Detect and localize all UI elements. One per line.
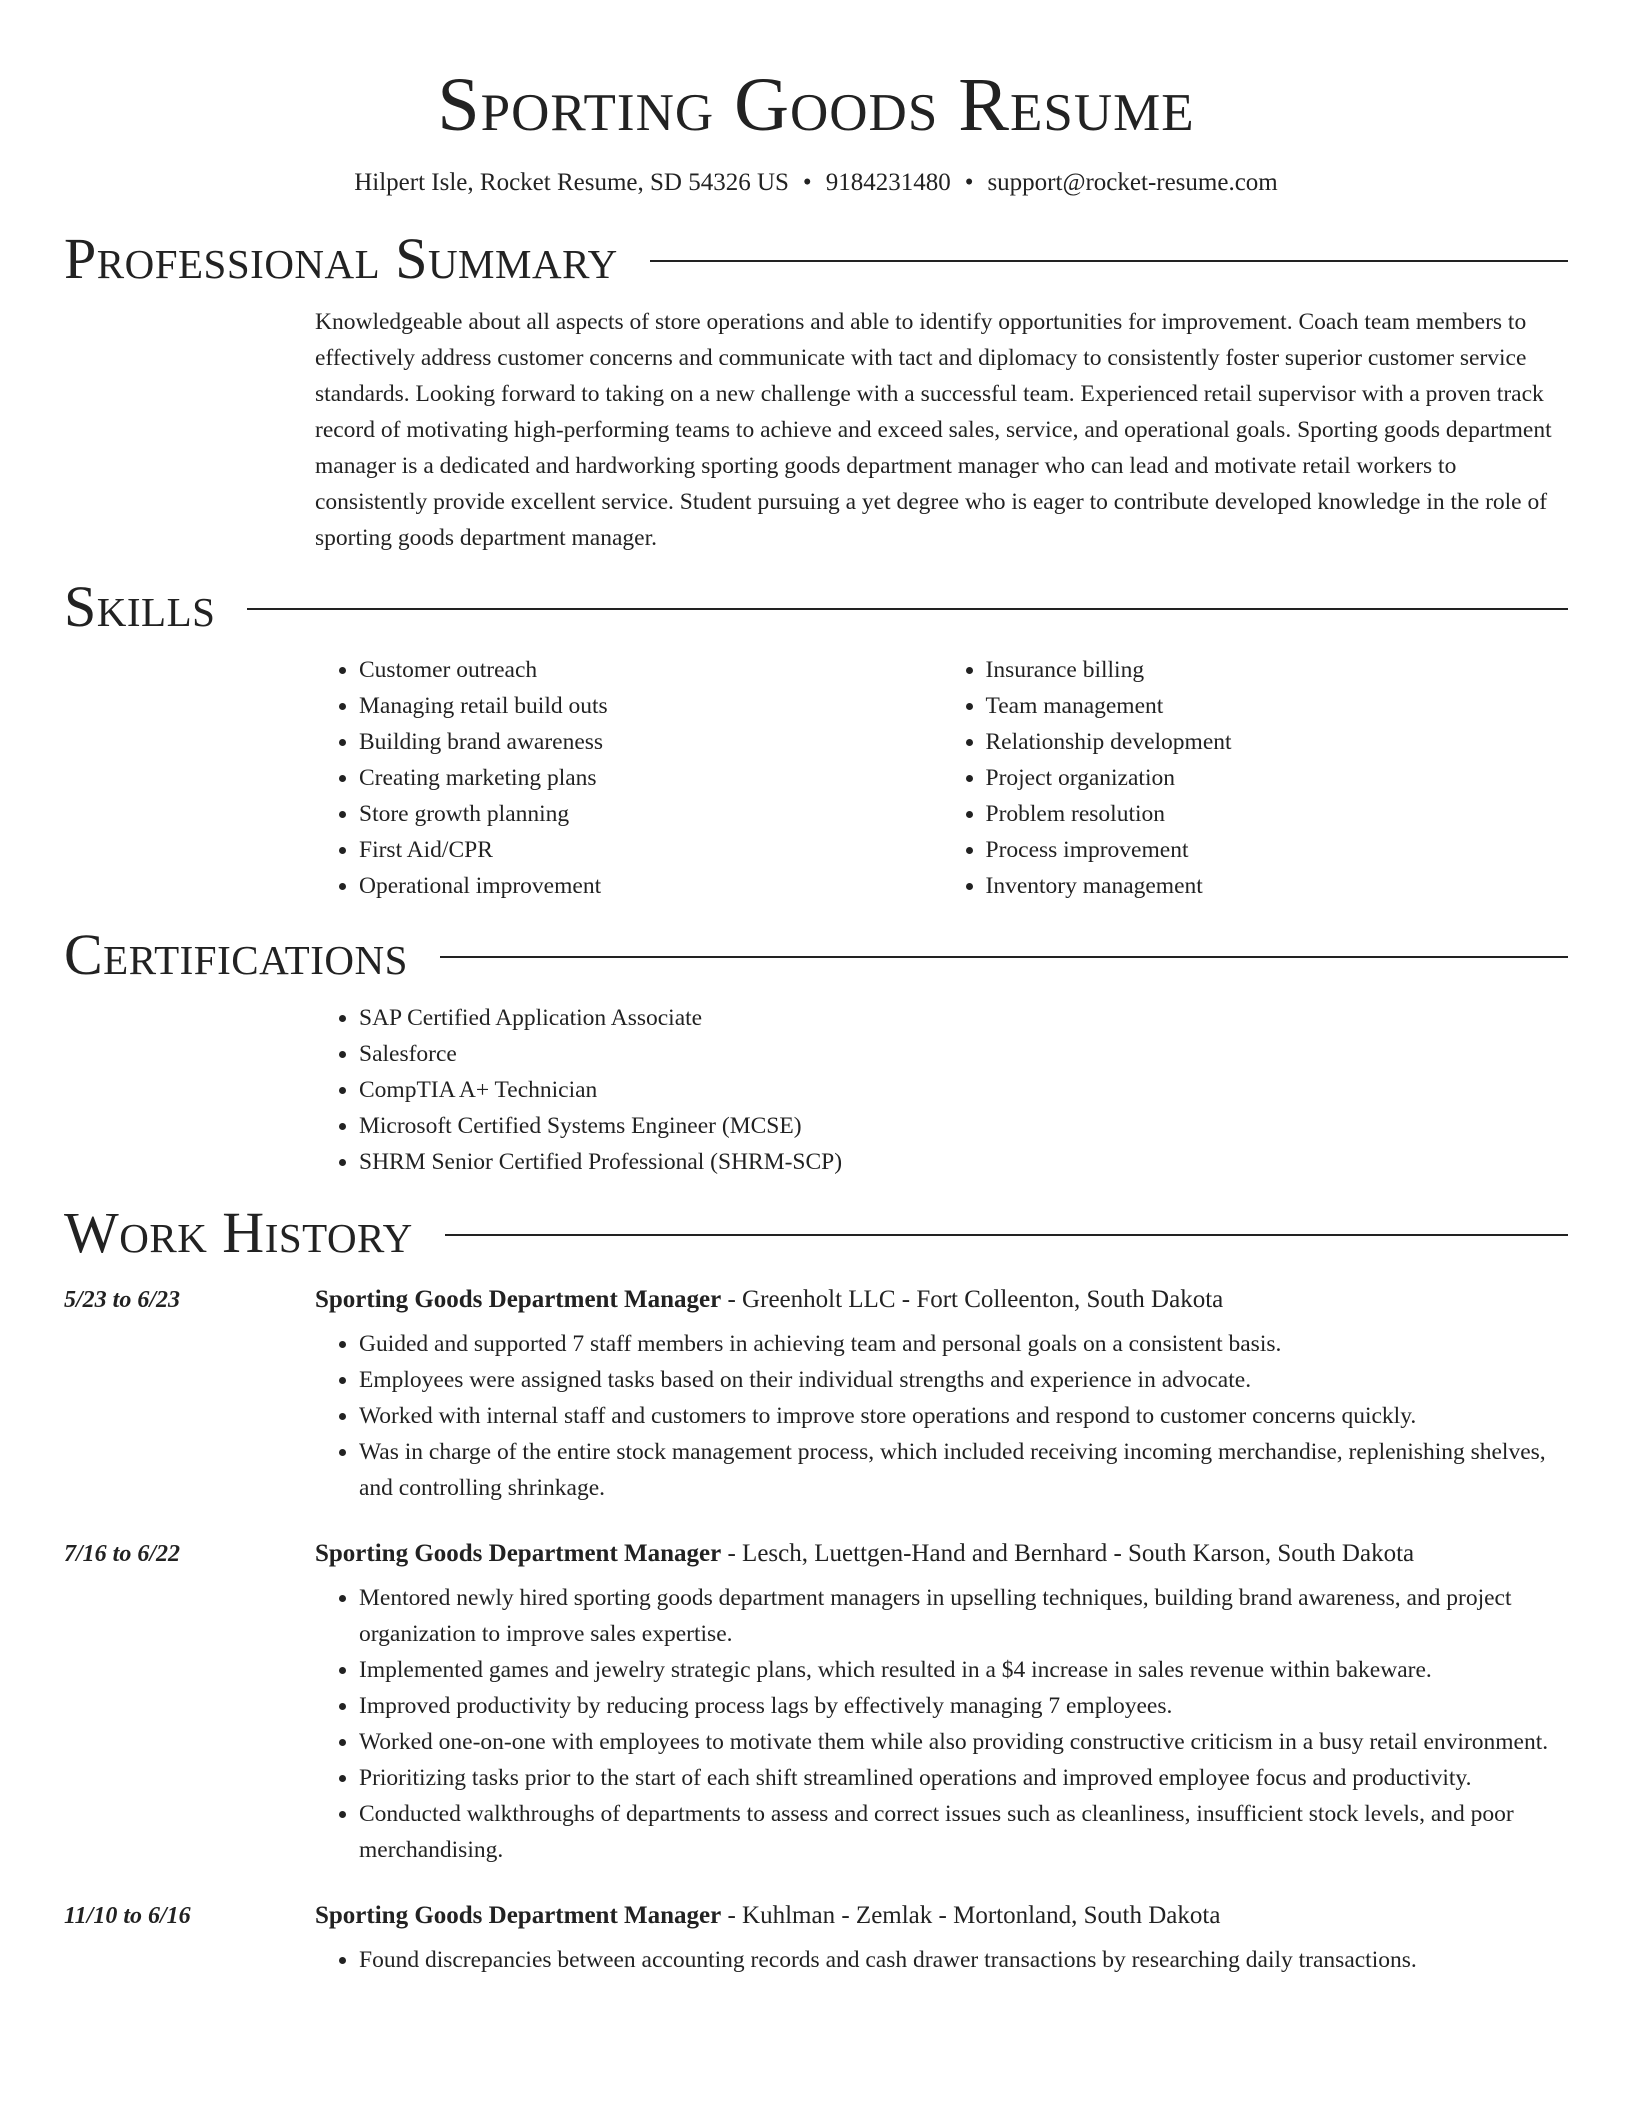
job-bullets (315, 1942, 1568, 1978)
contact-phone: 9184231480 (825, 169, 951, 196)
list-item: • Was in charge of the entire stock management process, which included receiving incoming merchandise, replenishing shelves, and controlling shrinkage. (359, 1434, 1568, 1506)
job-entry (64, 1280, 1568, 1506)
list-item: • Employees were assigned tasks based on their individual strengths and experience in advocate. (359, 1362, 1568, 1398)
contact-address: Hilpert Isle, Rocket Resume, SD 54326 US (354, 169, 789, 196)
list-item: • Relationship development (986, 724, 1569, 760)
list-item: • Store growth planning (359, 796, 942, 832)
summary-heading: Professional Summary (64, 226, 618, 291)
certifications-section-header (64, 922, 1568, 988)
list-item: • Improved productivity by reducing process lags by effectively managing 7 employees. (359, 1688, 1568, 1724)
job-title: Sporting Goods Department Manager (315, 1902, 722, 1929)
list-item: • Process improvement (986, 832, 1569, 868)
list-item: • Team management (986, 688, 1569, 724)
job-bullets (315, 1326, 1568, 1506)
job-title: Sporting Goods Department Manager (315, 1286, 722, 1313)
list-item: • Building brand awareness (359, 724, 942, 760)
contact-line (64, 166, 1568, 200)
list-item: • SAP Certified Application Associate (359, 1000, 1568, 1036)
job-heading (315, 1896, 1568, 1936)
skills-section (315, 652, 1568, 904)
list-item: • SHRM Senior Certified Professional (SHRM-SCP) (359, 1144, 1568, 1180)
list-item: • Inventory management (986, 868, 1569, 904)
job-dates: 5/23 to 6/23 (64, 1287, 181, 1313)
summary-section (315, 304, 1568, 556)
job-body (315, 1896, 1568, 1978)
certifications-heading: Certifications (64, 922, 408, 987)
skills-heading: Skills (64, 574, 216, 639)
certifications-list (315, 1000, 1568, 1180)
job-dates: 11/10 to 6/16 (64, 1903, 191, 1929)
list-item: • Worked one-on-one with employees to motivate them while also providing constructive criticism in a busy retail environment. (359, 1724, 1568, 1760)
job-heading (315, 1280, 1568, 1320)
list-item: • Guided and supported 7 staff members in achieving team and personal goals on a consistent basis. (359, 1326, 1568, 1362)
list-item: • Creating marketing plans (359, 760, 942, 796)
section-divider (247, 608, 1568, 610)
list-item: • First Aid/CPR (359, 832, 942, 868)
job-employer: - Lesch, Luettgen-Hand and Bernhard - South Karson, South Dakota (721, 1540, 1415, 1567)
list-item: • Operational improvement (359, 868, 942, 904)
job-title: Sporting Goods Department Manager (315, 1540, 722, 1567)
job-employer: - Greenholt LLC - Fort Colleenton, South Dakota (721, 1286, 1224, 1313)
skills-section-header (64, 574, 1568, 640)
certifications-section (315, 1000, 1568, 1180)
list-item: • Microsoft Certified Systems Engineer (MCSE) (359, 1108, 1568, 1144)
job-bullets (315, 1580, 1568, 1868)
summary-section-header (64, 226, 1568, 292)
work-section-header (64, 1200, 1568, 1266)
list-item: • CompTIA A+ Technician (359, 1072, 1568, 1108)
list-item: • Salesforce (359, 1036, 1568, 1072)
section-divider (650, 260, 1568, 262)
list-item: • Project organization (986, 760, 1569, 796)
section-divider (440, 956, 1568, 958)
job-body (315, 1534, 1568, 1868)
list-item: • Problem resolution (986, 796, 1569, 832)
job-entry (64, 1534, 1568, 1868)
section-divider (445, 1234, 1568, 1236)
list-item: • Implemented games and jewelry strategic plans, which resulted in a $4 increase in sales revenue within bakeware. (359, 1652, 1568, 1688)
list-item: • Prioritizing tasks prior to the start of each shift streamlined operations and improved employee focus and productivity. (359, 1760, 1568, 1796)
contact-separator: • (802, 169, 812, 196)
job-dates: 7/16 to 6/22 (64, 1541, 181, 1567)
contact-email: support@rocket-resume.com (987, 169, 1278, 196)
skills-list-left (315, 652, 942, 904)
list-item: • Insurance billing (986, 652, 1569, 688)
skills-list-right (942, 652, 1569, 904)
list-item: • Worked with internal staff and customers to improve store operations and respond to customer concerns quickly. (359, 1398, 1568, 1434)
page-title: Sporting Goods Resume (437, 63, 1195, 147)
summary-text: Knowledgeable about all aspects of store operations and able to identify opportunities for improvement. Coach team members to effectively address customer concerns and communicate with tact and diplomacy to consistently foster superior customer service standards. Looking forward to taking on a new challenge with a successful team. Experienced retail supervisor with a proven track record of motivating high-performing teams to achieve and exceed sales, service, and operational goals. Sporting goods department manager is a dedicated and hardworking sporting goods department manager who can lead and motivate retail workers to consistently provide excellent service. Student pursuing a yet degree who is eager to contribute developed knowledge in the role of sporting goods department manager. (315, 309, 1552, 551)
job-body (315, 1280, 1568, 1506)
contact-separator: • (964, 169, 974, 196)
job-entry (64, 1896, 1568, 1978)
job-employer: - Kuhlman - Zemlak - Mortonland, South Dakota (721, 1902, 1221, 1929)
list-item: • Found discrepancies between accounting records and cash drawer transactions by researching daily transactions. (359, 1942, 1568, 1978)
list-item: • Conducted walkthroughs of departments to assess and correct issues such as cleanliness, insufficient stock levels, and poor merchandising. (359, 1796, 1568, 1868)
list-item: • Customer outreach (359, 652, 942, 688)
list-item: • Mentored newly hired sporting goods department managers in upselling techniques, building brand awareness, and project organization to improve sales expertise. (359, 1580, 1568, 1652)
list-item: • Managing retail build outs (359, 688, 942, 724)
job-heading (315, 1534, 1568, 1574)
work-heading: Work History (64, 1200, 413, 1265)
